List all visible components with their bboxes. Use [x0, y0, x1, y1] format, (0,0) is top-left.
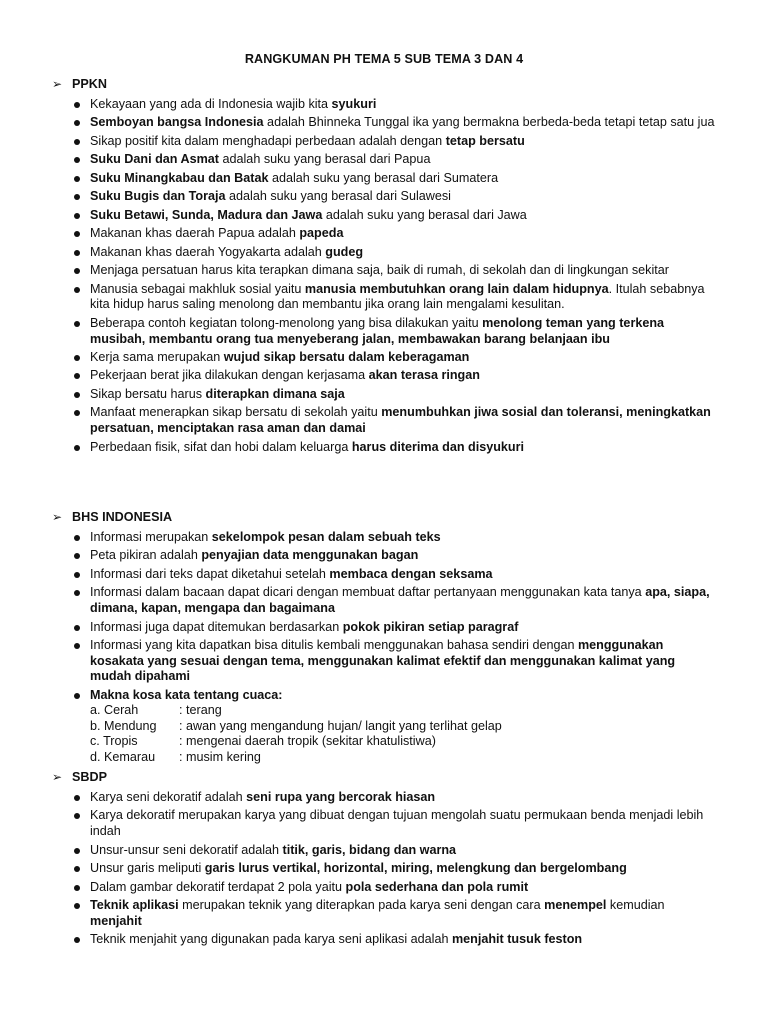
- text: Pekerjaan berat jika dilakukan dengan kerjasama: [90, 368, 369, 383]
- bold-text: gudeg: [325, 244, 364, 259]
- bullet-dot-icon: [74, 231, 80, 237]
- bold-text: papeda: [299, 226, 344, 241]
- bold-text: membaca dengan seksama: [329, 566, 493, 581]
- bold-text: penyajian data menggunakan bagan: [201, 548, 419, 563]
- list-item: [0, 245, 768, 261]
- bullet-dot-icon: [74, 321, 80, 327]
- bullet-dot-icon: [74, 625, 80, 631]
- bold-text: menjahit: [90, 913, 142, 928]
- bold-text: apa, siapa, dimana, kapan, mengapa dan bagaimana: [90, 585, 710, 616]
- bold-text: Suku Betawi, Sunda, Madura dan Jawa: [90, 207, 323, 222]
- text: Unsur-unsur seni dekoratif adalah: [90, 842, 283, 857]
- bullet-dot-icon: [74, 885, 80, 891]
- list-item: [0, 316, 768, 347]
- list-item: [0, 171, 768, 187]
- bullet-dot-icon: [74, 535, 80, 541]
- text: Sikap bersatu harus: [90, 386, 206, 401]
- bullet-dot-icon: [74, 410, 80, 416]
- vocab-meaning: : terang: [179, 703, 222, 718]
- vocab-term: b. Mendung: [90, 718, 157, 733]
- list-item: [0, 898, 768, 929]
- bold-text: Suku Dani dan Asmat: [90, 152, 219, 167]
- bold-text: titik, garis, bidang dan warna: [282, 842, 457, 857]
- list-item: [0, 350, 768, 366]
- text: Menjaga persatuan harus kita terapkan dimana saja, baik di rumah, di sekolah dan di lingkungan sekitar: [90, 263, 669, 278]
- text: Beberapa contoh kegiatan tolong-menolong yang bisa dilakukan yaitu: [90, 315, 483, 330]
- bullet-dot-icon: [74, 157, 80, 163]
- bold-text: sekelompok pesan dalam sebuah teks: [211, 530, 441, 544]
- bullet-dot-icon: [74, 813, 80, 819]
- text: adalah Bhinneka Tunggal ika yang bermakna berbeda-beda tetapi tetap satu jua: [263, 115, 715, 130]
- bullet-dot-icon: [74, 693, 80, 699]
- list-item: [0, 932, 768, 948]
- section-heading: [0, 510, 768, 527]
- list-item: [0, 440, 768, 456]
- text: Informasi dari teks dapat diketahui setelah: [90, 566, 330, 581]
- text: adalah suku yang berasal dari Sumatera: [268, 170, 499, 185]
- bullet-dot-icon: [74, 102, 80, 108]
- bullet-list: [0, 530, 768, 766]
- text: Manusia sebagai makhluk sosial yaitu: [90, 281, 305, 296]
- bullet-dot-icon: [74, 355, 80, 361]
- list-item: [0, 638, 768, 685]
- arrow-bullet-icon: ➢: [52, 77, 63, 91]
- arrow-bullet-icon: ➢: [52, 510, 63, 524]
- bold-text: manusia membutuhkan orang lain dalam hidupnya: [304, 281, 609, 296]
- vocab-term: c. Tropis: [90, 734, 138, 749]
- list-item: [0, 567, 768, 583]
- list-item: [0, 97, 768, 113]
- bullet-dot-icon: [74, 643, 80, 649]
- text: kemudian: [606, 898, 665, 913]
- bold-text: diterapkan dimana saja: [205, 386, 345, 401]
- bullet-dot-icon: [74, 866, 80, 872]
- text: Unsur garis meliputi: [90, 861, 205, 876]
- text: Makanan khas daerah Yogyakarta adalah: [90, 244, 326, 259]
- bold-text: menumbuhkan jiwa sosial dan toleransi, meningkatkan persatuan, menciptakan rasa aman dan damai: [90, 405, 711, 436]
- bullet-dot-icon: [74, 176, 80, 182]
- vocab-list: [90, 703, 716, 765]
- bold-text: menolong teman yang terkena musibah, membantu orang tua menyeberang jalan, membawakan barang belanjaan ibu: [90, 315, 665, 346]
- vocab-meaning: : musim kering: [179, 750, 261, 765]
- bullet-dot-icon: [74, 373, 80, 379]
- list-item: [0, 189, 768, 205]
- bold-text: Teknik aplikasi: [90, 898, 179, 913]
- list-item: [0, 688, 768, 766]
- text: adalah suku yang berasal dari Jawa: [322, 207, 527, 222]
- list-item: [0, 405, 768, 436]
- text: merupakan teknik yang diterapkan pada karya seni dengan cara: [178, 898, 545, 913]
- list-item: [0, 263, 768, 279]
- bullet-dot-icon: [74, 445, 80, 451]
- bold-text: syukuri: [331, 97, 377, 111]
- list-item: [0, 585, 768, 616]
- vocab-term: a. Cerah: [90, 703, 139, 718]
- list-item: [0, 282, 768, 313]
- list-item: [0, 368, 768, 384]
- bullet-dot-icon: [74, 268, 80, 274]
- bold-text: menggunakan kosakata yang sesuai dengan tema, menggunakan kalimat efektif dan menggunakan kalimat yang mudah dipahami: [90, 638, 676, 684]
- bullet-list: [0, 97, 768, 455]
- section-bhs-indonesia: [0, 510, 768, 769]
- bold-text: wujud sikap bersatu dalam keberagaman: [223, 350, 470, 364]
- list-item: [0, 548, 768, 564]
- vocab-row: [90, 750, 716, 766]
- bold-text: harus diterima dan disyukuri: [351, 439, 525, 454]
- bold-text: tetap bersatu: [445, 133, 525, 148]
- vocab-term: d. Kemarau: [90, 750, 156, 765]
- list-item: [0, 226, 768, 242]
- bullet-dot-icon: [74, 392, 80, 398]
- vocab-row: [90, 719, 716, 735]
- bold-text: menjahit tusuk feston: [451, 932, 583, 947]
- bullet-list: [0, 790, 768, 948]
- bold-text: pokok pikiran setiap paragraf: [342, 619, 519, 634]
- bold-text: Makna kosa kata tentang cuaca:: [90, 687, 283, 702]
- section-heading-label: SBDP: [72, 770, 107, 784]
- section-ppkn: [0, 77, 768, 458]
- section-heading-label: PPKN: [72, 77, 107, 91]
- bold-text: akan terasa ringan: [368, 368, 480, 383]
- bold-text: Suku Minangkabau dan Batak: [90, 170, 269, 185]
- list-item: [0, 152, 768, 168]
- bullet-dot-icon: [74, 250, 80, 256]
- text: Informasi juga dapat ditemukan berdasarkan: [90, 619, 343, 634]
- vocab-row: [90, 703, 716, 719]
- list-item: [0, 808, 768, 839]
- list-item: [0, 208, 768, 224]
- list-item: [0, 861, 768, 877]
- bullet-dot-icon: [74, 287, 80, 293]
- text: Dalam gambar dekoratif terdapat 2 pola yaitu: [90, 879, 346, 894]
- vocab-row: [90, 734, 716, 750]
- bold-text: menempel: [544, 898, 607, 913]
- list-item: [0, 620, 768, 636]
- list-item: [0, 843, 768, 859]
- text: Kekayaan yang ada di Indonesia wajib kita: [90, 97, 332, 111]
- section-heading: [0, 770, 768, 787]
- list-item: [0, 880, 768, 896]
- list-item: [0, 530, 768, 546]
- text: adalah suku yang berasal dari Papua: [219, 152, 431, 167]
- vocab-meaning: : mengenai daerah tropik (sekitar khatulistiwa): [179, 734, 436, 749]
- vocab-meaning: : awan yang mengandung hujan/ langit yang terlihat gelap: [179, 718, 502, 733]
- section-heading-label: BHS INDONESIA: [72, 510, 173, 524]
- bullet-dot-icon: [74, 139, 80, 145]
- text: Sikap positif kita dalam menghadapi perbedaan adalah dengan: [90, 133, 446, 148]
- bold-text: seni rupa yang bercorak hiasan: [246, 790, 436, 804]
- text: Peta pikiran adalah: [90, 548, 202, 563]
- bold-text: Suku Bugis dan Toraja: [90, 189, 226, 204]
- text: . Itulah sebabnya kita hidup harus saling menolong dan membantu jika orang lain mengalami kesulitan.: [90, 281, 705, 312]
- text: Informasi merupakan: [90, 530, 212, 544]
- text: Manfaat menerapkan sikap bersatu di sekolah yaitu: [90, 405, 382, 420]
- text: Kerja sama merupakan: [90, 350, 224, 364]
- bullet-dot-icon: [74, 194, 80, 200]
- bullet-dot-icon: [74, 213, 80, 219]
- bold-text: Semboyan bangsa Indonesia: [90, 115, 264, 130]
- text: Teknik menjahit yang digunakan pada karya seni aplikasi adalah: [90, 932, 452, 947]
- text: Karya dekoratif merupakan karya yang dibuat dengan tujuan mengolah suatu permukaan benda menjadi lebih indah: [90, 808, 704, 839]
- arrow-bullet-icon: ➢: [52, 770, 63, 784]
- bold-text: garis lurus vertikal, horizontal, miring, melengkung dan bergelombang: [204, 861, 627, 876]
- bullet-dot-icon: [74, 903, 80, 909]
- bullet-dot-icon: [74, 120, 80, 126]
- list-item: [0, 115, 768, 131]
- text: Informasi dalam bacaan dapat dicari dengan membuat daftar pertanyaan menggunakan kata tanya: [90, 585, 646, 600]
- bullet-dot-icon: [74, 795, 80, 801]
- list-item: [0, 134, 768, 150]
- bullet-dot-icon: [74, 937, 80, 943]
- bold-text: pola sederhana dan pola rumit: [345, 879, 529, 894]
- text: Karya seni dekoratif adalah: [90, 790, 247, 804]
- section-heading: [0, 77, 768, 94]
- document-title: RANGKUMAN PH TEMA 5 SUB TEMA 3 DAN 4: [244, 52, 524, 66]
- section-sbdp: [0, 770, 768, 951]
- text: Informasi yang kita dapatkan bisa ditulis kembali menggunakan bahasa sendiri dengan: [90, 638, 578, 653]
- text: Makanan khas daerah Papua adalah: [90, 226, 300, 241]
- text: Perbedaan fisik, sifat dan hobi dalam keluarga: [90, 439, 352, 454]
- list-item: [0, 790, 768, 806]
- bullet-dot-icon: [74, 848, 80, 854]
- list-item: [0, 387, 768, 403]
- bullet-dot-icon: [74, 553, 80, 559]
- bullet-dot-icon: [74, 572, 80, 578]
- text: adalah suku yang berasal dari Sulawesi: [225, 189, 451, 204]
- bullet-dot-icon: [74, 590, 80, 596]
